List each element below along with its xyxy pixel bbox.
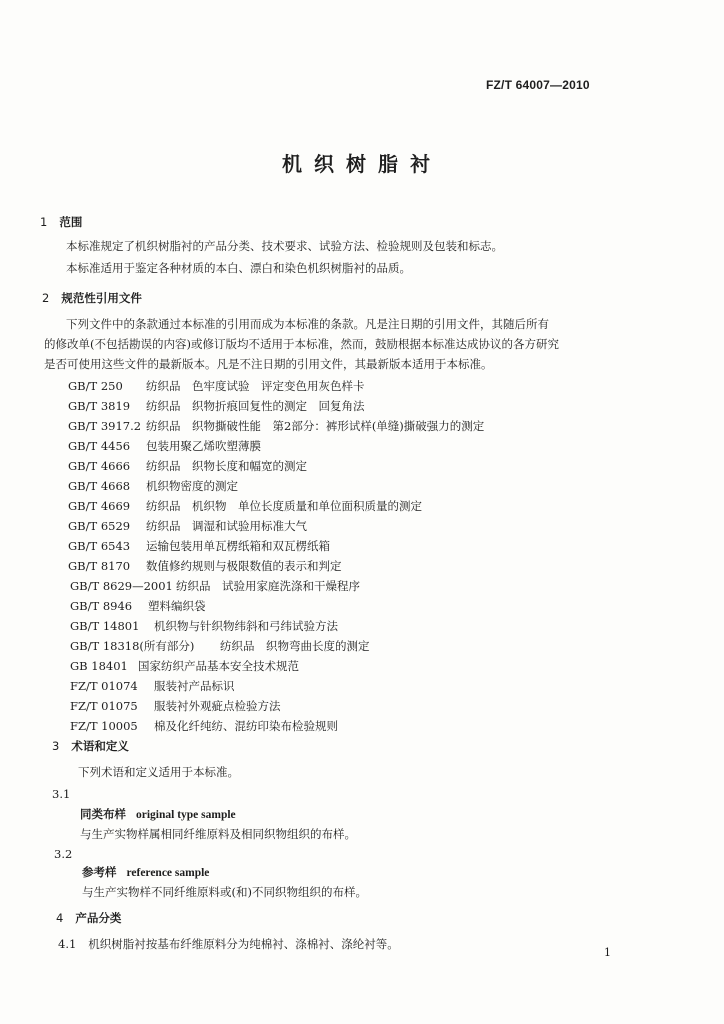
- reference-item: [68, 518, 307, 534]
- reference-item: [70, 578, 360, 594]
- reference-item: [70, 658, 299, 674]
- reference-code: GB/T 4669: [68, 499, 131, 513]
- page-number: 1: [604, 946, 611, 959]
- reference-code: GB/T 6543: [68, 539, 131, 553]
- reference-item: [68, 378, 365, 394]
- reference-item: [68, 398, 365, 414]
- term-definition: 与生产实物样不同纤维原料或(和)不同织物组织的布样。: [82, 885, 367, 899]
- reference-item: [68, 478, 238, 494]
- reference-item: [68, 438, 261, 454]
- paragraph: 本标准规定了机织树脂衬的产品分类、技术要求、试验方法、检验规则及包装和标志。: [66, 239, 503, 253]
- reference-title: 包装用聚乙烯吹塑薄膜: [146, 439, 261, 453]
- reference-item: [70, 638, 370, 654]
- reference-title: 数值修约规则与极限数值的表示和判定: [146, 559, 342, 573]
- clause-number: 4.1: [58, 937, 77, 951]
- reference-title: 纺织品 试验用家庭洗涤和干燥程序: [176, 579, 360, 593]
- reference-code: GB/T 6529: [68, 519, 131, 533]
- reference-code: GB/T 4668: [68, 479, 131, 493]
- section-title: 产品分类: [75, 911, 122, 925]
- term-number: 3.2: [54, 847, 73, 861]
- reference-item: [68, 538, 330, 554]
- reference-code: GB/T 8946: [70, 599, 133, 613]
- term-number: 3.1: [52, 787, 71, 801]
- term-heading: [80, 806, 236, 823]
- section-4-heading: [56, 910, 121, 926]
- reference-title: 纺织品 织物长度和幅宽的测定: [146, 459, 307, 473]
- section-title: 术语和定义: [71, 739, 129, 753]
- section-number: 2: [42, 291, 50, 305]
- clause: [58, 936, 399, 952]
- term-chinese: 参考样: [82, 865, 117, 879]
- reference-item: [68, 558, 342, 574]
- reference-title: 棉及化纤纯纺、混纺印染布检验规则: [154, 719, 338, 733]
- paragraph: 是否可使用这些文件的最新版本。凡是不注日期的引用文件，其最新版本适用于本标准。: [44, 357, 493, 371]
- section-title: 规范性引用文件: [61, 291, 142, 305]
- reference-code: FZ/T 10005: [70, 719, 138, 733]
- section-2-heading: [42, 290, 142, 306]
- reference-title: 机织物与针织物纬斜和弓纬试验方法: [154, 619, 338, 633]
- paragraph: 下列文件中的条款通过本标准的引用而成为本标准的条款。凡是注日期的引用文件，其随后所有: [66, 317, 549, 331]
- term-chinese: 同类布样: [80, 807, 126, 821]
- reference-title: 机织物密度的测定: [146, 479, 238, 493]
- reference-code: GB/T 3819: [68, 399, 131, 413]
- reference-item: [68, 458, 307, 474]
- reference-title: 纺织品 织物折痕回复性的测定 回复角法: [146, 399, 365, 413]
- clause-text: 机织树脂衬按基布纤维原料分为纯棉衬、涤棉衬、涤纶衬等。: [88, 937, 399, 951]
- reference-title: 服装衬产品标识: [154, 679, 235, 693]
- reference-title: 纺织品 调湿和试验用标准大气: [146, 519, 307, 533]
- standard-code: FZ/T 64007—2010: [486, 78, 590, 92]
- reference-code: GB/T 18318(所有部分): [70, 639, 195, 653]
- reference-item: [70, 598, 206, 614]
- term-heading: [82, 864, 209, 881]
- reference-title: 纺织品 色牢度试验 评定变色用灰色样卡: [146, 379, 365, 393]
- reference-code: GB/T 8629—2001: [70, 579, 173, 593]
- reference-item: [68, 418, 484, 434]
- reference-title: 纺织品 机织物 单位长度质量和单位面积质量的测定: [146, 499, 422, 513]
- reference-code: GB/T 250: [68, 379, 123, 393]
- document-title: 机织树脂衬: [282, 152, 442, 176]
- reference-code: GB/T 3917.2: [68, 419, 142, 433]
- reference-title: 塑料编织袋: [148, 599, 206, 613]
- reference-title: 纺织品 织物弯曲长度的测定: [220, 639, 370, 653]
- reference-item: [70, 698, 281, 714]
- reference-item: [70, 618, 338, 634]
- reference-title: 服装衬外观疵点检验方法: [154, 699, 281, 713]
- reference-code: GB 18401: [70, 659, 128, 673]
- reference-item: [70, 718, 338, 734]
- term-english: reference sample: [126, 867, 210, 879]
- reference-code: GB/T 14801: [70, 619, 140, 633]
- section-number: 4: [56, 911, 64, 925]
- section-number: 3: [52, 739, 60, 753]
- reference-title: 国家纺织产品基本安全技术规范: [138, 659, 299, 673]
- reference-title: 纺织品 织物撕破性能 第2部分：裤形试样(单缝)撕破强力的测定: [146, 419, 485, 433]
- reference-code: GB/T 8170: [68, 559, 131, 573]
- reference-code: GB/T 4456: [68, 439, 131, 453]
- term-english: original type sample: [136, 809, 236, 821]
- term-definition: 与生产实物样属相同纤维原料及相同织物组织的布样。: [80, 827, 356, 841]
- reference-code: GB/T 4666: [68, 459, 131, 473]
- paragraph: 下列术语和定义适用于本标准。: [78, 765, 239, 779]
- reference-code: FZ/T 01074: [70, 679, 138, 693]
- reference-code: FZ/T 01075: [70, 699, 138, 713]
- reference-item: [70, 678, 235, 694]
- section-number: 1: [40, 215, 48, 229]
- reference-item: [68, 498, 422, 514]
- section-title: 范围: [59, 215, 83, 229]
- section-1-heading: [40, 214, 82, 230]
- reference-title: 运输包装用单瓦楞纸箱和双瓦楞纸箱: [146, 539, 330, 553]
- section-3-heading: [52, 738, 129, 754]
- paragraph: 的修改单(不包括勘误的内容)或修订版均不适用于本标准，然而，鼓励根据本标准达成协议的各方研究: [44, 337, 559, 351]
- paragraph: 本标准适用于鉴定各种材质的本白、漂白和染色机织树脂衬的品质。: [66, 261, 411, 275]
